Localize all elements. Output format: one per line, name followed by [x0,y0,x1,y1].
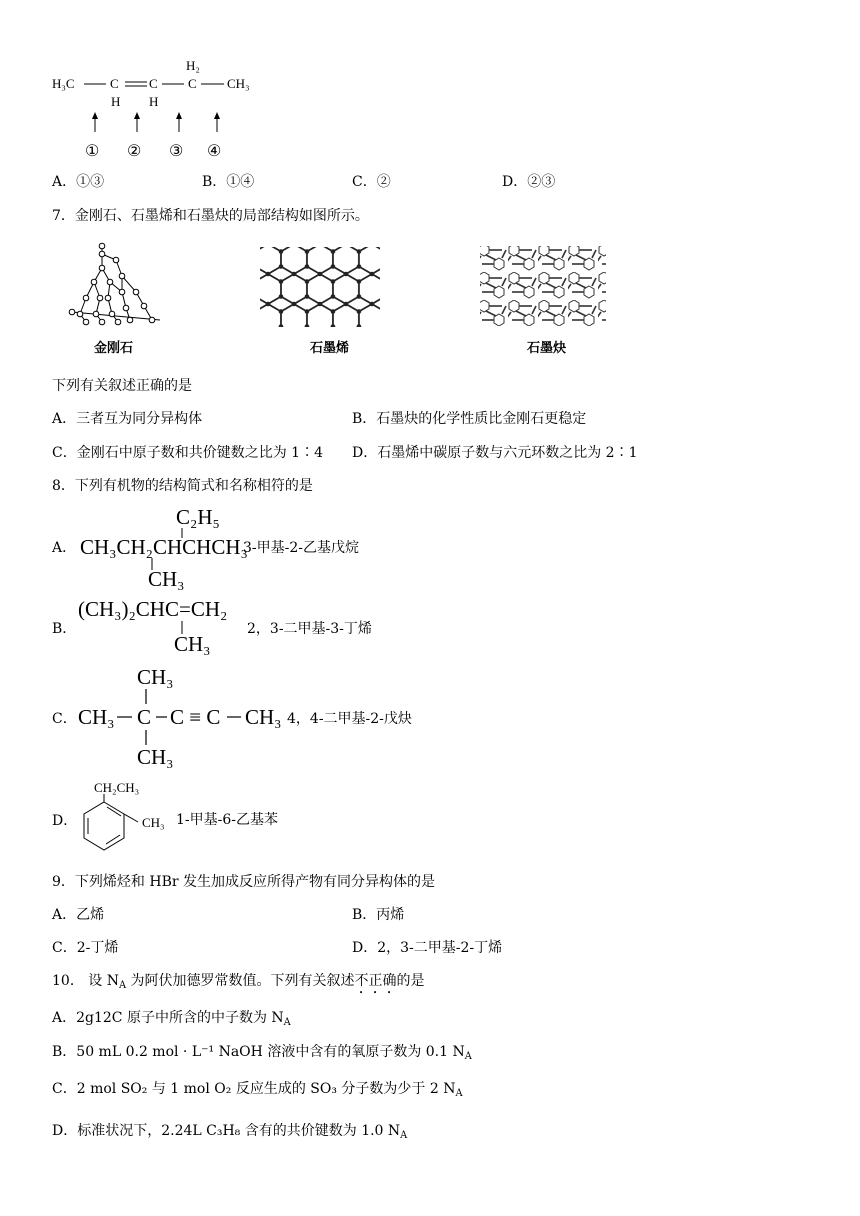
q8-a-main-chain: CH₃CH₂CHCHCH₃ [80,535,248,559]
q8-c-quaternary-carbon: C [137,705,152,729]
graphdiyne-figure [478,244,608,328]
q6-marker-4: ④ [207,141,222,160]
q10-stem: 10． 设 $N_A$ 为阿伏加德罗常数值。下列有关叙述不正确的是 [52,973,425,991]
q6-ch3: CH₃ [227,76,250,91]
q8-option-a-letter: A． [52,540,77,556]
caption-diamond: 金刚石 [94,340,134,355]
q9-option-a: A．乙烯 [52,907,105,923]
q10-option-a: A．2g12C 原子中所含的中子数为 $N_A$ [52,1010,291,1028]
q8-a-name: 3-甲基-2-乙基戊烷 [243,540,360,556]
q8-b-name: 2，3-二甲基-3-丁烯 [247,621,372,637]
q8-c-left-methyl: CH₃ [78,705,115,729]
q8-b-substituent-bottom: CH₃ [174,632,211,656]
q8-d-methyl: CH₃ [142,815,165,830]
q8-b-main-chain: (CH₃)₂CHC=CH₂ [78,597,228,621]
q7-prompt: 下列有关叙述正确的是 [52,378,192,394]
q8-option-b-letter: B． [52,621,77,637]
q10-option-c: C．2 mol SO₂ 与 1 mol O₂ 反应生成的 SO₃ 分子数为少于 2 $N_A$ [52,1081,463,1099]
q6-marker-3: ③ [169,141,184,160]
q7-option-c: C．金刚石中原子数和共价键数之比为 1∶4 [52,445,323,461]
caption-graphene: 石墨烯 [310,340,350,355]
q8-option-c-letter: C． [52,711,77,727]
q9-option-b: B．丙烯 [352,907,405,923]
q9-option-d: D．2，3-二甲基-2-丁烯 [352,940,503,956]
q8-d-benzene-ring [76,796,146,858]
q7-option-d: D．石墨烯中碳原子数与六元环数之比为 2∶1 [352,445,638,461]
q6-c2: C [149,76,158,91]
q8-c-substituent-top: CH₃ [137,665,174,689]
q9-option-c: C．2-丁烯 [52,940,119,956]
q6-h-under-c2: H [149,94,159,109]
graphene-figure [255,244,385,330]
diamond-figure [66,240,166,328]
q6-h2-top: H₂ [186,58,200,73]
q6-option-c: C．② [352,174,391,190]
q6-option-a: A．①③ [52,174,105,190]
q6-c1: C [110,76,119,91]
q8-d-ethyl: CH₂CH₃ [94,780,140,795]
q6-h-under-c1: H [111,94,121,109]
q8-d-name: 1-甲基-6-乙基苯 [176,812,279,828]
q8-option-d-letter: D． [52,813,78,829]
q6-option-d: D．②③ [502,174,556,190]
q8-a-substituent-bottom: CH₃ [148,567,185,591]
caption-graphdiyne: 石墨炔 [527,340,567,355]
q6-option-b: B．①④ [202,174,255,190]
q7-option-b: B．石墨炔的化学性质比金刚石更稳定 [352,411,587,427]
q8-c-bonds [0,0,1,1]
q10-option-b: B．50 mL 0.2 mol · L⁻¹ NaOH 溶液中含有的氧原子数为 0.1 $N_A$ [52,1044,472,1062]
q8-a-substituent-top: C₂H₅ [176,505,220,529]
q7-option-a: A．三者互为同分异构体 [52,411,203,427]
q9-stem: 9．下列烯烃和 HBr 发生加成反应所得产物有同分异构体的是 [52,874,435,890]
q8-c-triple-bond: C ≡ C [170,705,221,729]
q7-stem: 7．金刚石、石墨烯和石墨炔的局部结构如图所示。 [52,208,369,224]
q6-h3c: H₃C [52,76,75,91]
q8-c-substituent-bottom: CH₃ [137,745,174,769]
q8-c-end-methyl: CH₃ [245,705,282,729]
q6-c3: C [188,76,197,91]
q6-marker-2: ② [127,141,142,160]
q10-option-d: D．标准状况下，2.24L C₃H₈ 含有的共价键数为 1.0 $N_A$ [52,1123,408,1141]
q8-c-name: 4，4-二甲基-2-戊炔 [287,711,412,727]
q8-stem: 8．下列有机物的结构简式和名称相符的是 [52,478,313,494]
q10-emphasis: 不正确 [354,973,397,989]
q6-marker-1: ① [85,141,100,160]
